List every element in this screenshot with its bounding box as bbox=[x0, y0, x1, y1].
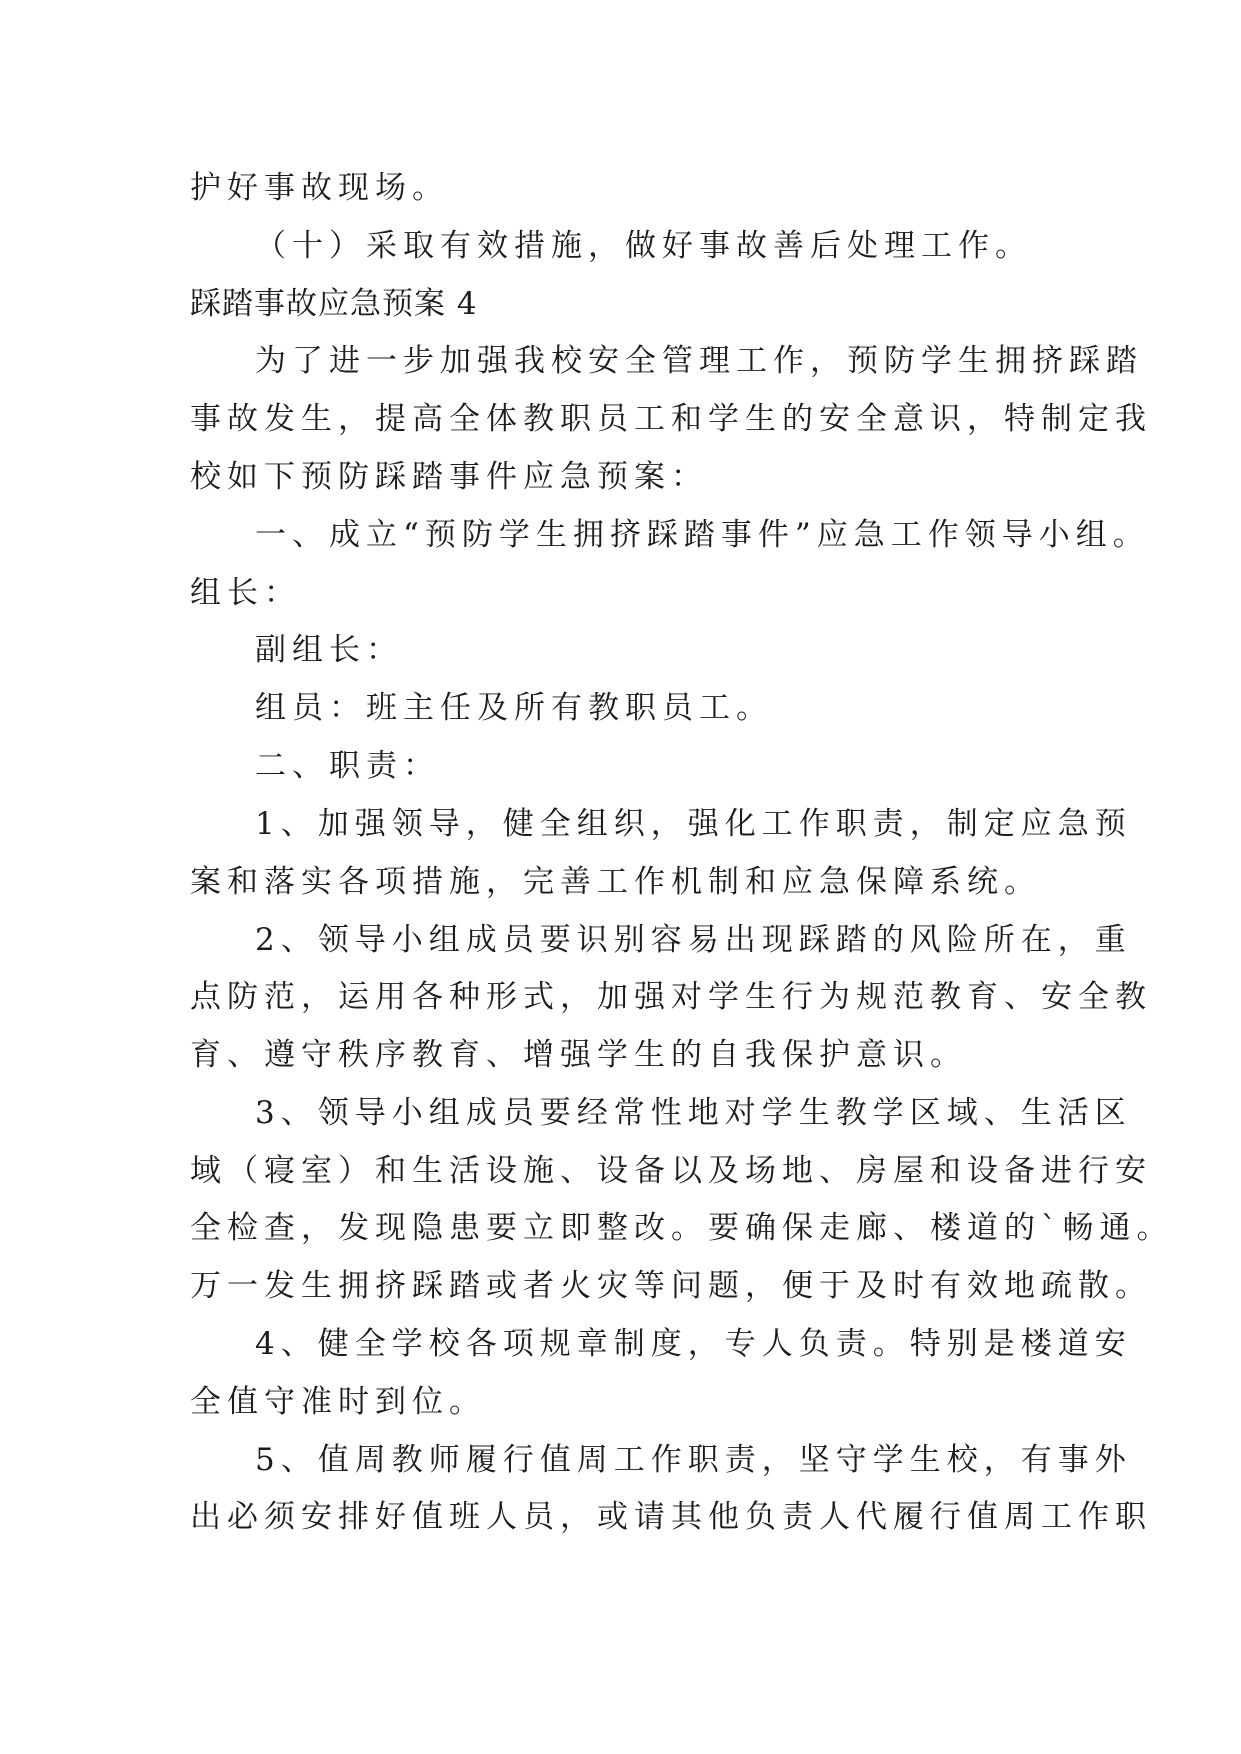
text-line: 全值守准时到位。 bbox=[190, 1384, 486, 1420]
text-line: 副组长： bbox=[255, 632, 403, 668]
text-line: 点防范，运用各种形式，加强对学生行为规范教育、安全教 bbox=[190, 979, 1152, 1015]
text-line: 全检查，发现隐患要立即整改。要确保走廊、楼道的`畅通。 bbox=[190, 1210, 1174, 1246]
text-line: （十）采取有效措施，做好事故善后处理工作。 bbox=[255, 228, 1032, 264]
text-line: 5、值周教师履行值周工作职责，坚守学生校，有事外 bbox=[255, 1442, 1132, 1478]
text-line: 案和落实各项措施，完善工作机制和应急保障系统。 bbox=[190, 864, 1041, 900]
section-heading: 踩踏事故应急预案 4 bbox=[190, 286, 478, 322]
text-line: 出必须安排好值班人员，或请其他负责人代履行值周工作职 bbox=[190, 1499, 1152, 1535]
text-line: 一、成立“预防学生拥挤踩踏事件”应急工作领导小组。 bbox=[255, 517, 1150, 553]
text-line: 组员：班主任及所有教职员工。 bbox=[255, 690, 773, 726]
text-line: 2、领导小组成员要识别容易出现踩踏的风险所在，重 bbox=[255, 922, 1132, 958]
text-line: 万一发生拥挤踩踏或者火灾等问题，便于及时有效地疏散。 bbox=[190, 1268, 1152, 1304]
text-line: 3、领导小组成员要经常性地对学生教学区域、生活区 bbox=[255, 1095, 1132, 1131]
text-line: 组长： bbox=[190, 575, 301, 611]
text-line: 校如下预防踩踏事件应急预案： bbox=[190, 459, 708, 495]
text-line: 育、遵守秩序教育、增强学生的自我保护意识。 bbox=[190, 1037, 967, 1073]
text-line: 为了进一步加强我校安全管理工作，预防学生拥挤踩踏 bbox=[255, 343, 1143, 379]
text-line: 1、加强领导，健全组织，强化工作职责，制定应急预 bbox=[255, 806, 1132, 842]
text-line: 域（寝室）和生活设施、设备以及场地、房屋和设备进行安 bbox=[190, 1153, 1152, 1189]
text-line: 4、健全学校各项规章制度，专人负责。特别是楼道安 bbox=[255, 1326, 1132, 1362]
text-line: 事故发生，提高全体教职员工和学生的安全意识，特制定我 bbox=[190, 401, 1152, 437]
text-line: 二、职责： bbox=[255, 748, 440, 784]
text-line: 护好事故现场。 bbox=[190, 170, 449, 206]
